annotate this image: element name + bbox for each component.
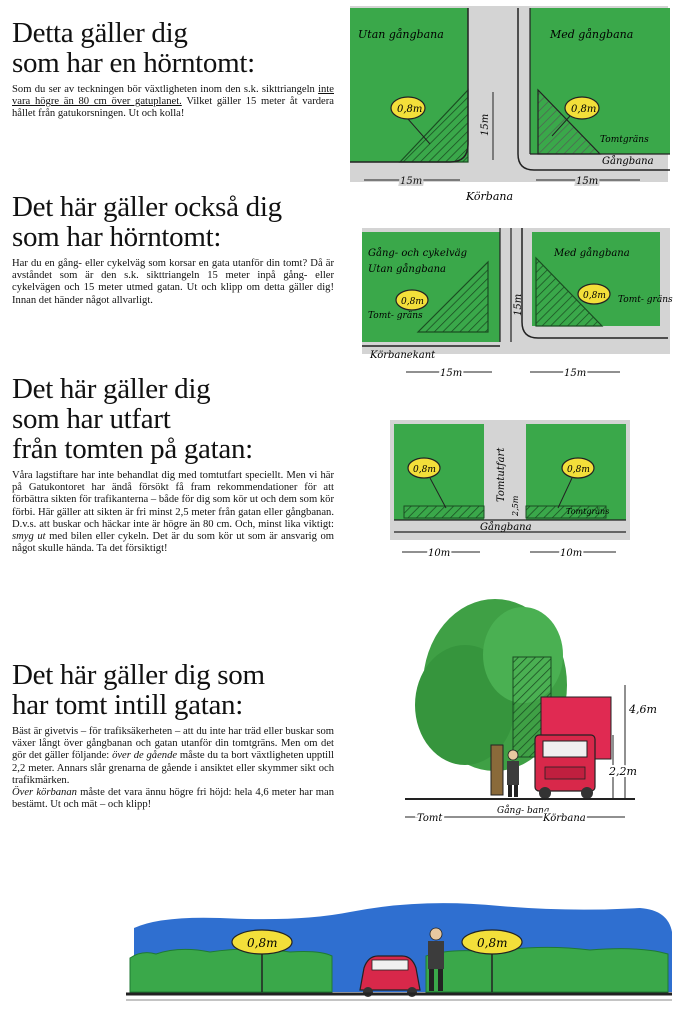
truck-grille <box>545 767 585 779</box>
path-crossing-diagram <box>340 222 680 382</box>
label-curb: Körbanekant <box>370 350 436 361</box>
pedestrian-leg <box>429 969 434 991</box>
height-sign-label: 0,8m <box>567 465 590 475</box>
dimension-label: 2,2m <box>609 765 637 778</box>
dimension-label: 15m <box>400 176 423 187</box>
dimension-label: 15m <box>480 113 491 136</box>
pedestrian-leg <box>514 785 518 797</box>
pedestrian-leg <box>508 785 512 797</box>
hedge-left <box>130 949 332 992</box>
label-path: Gång- och cykelväg <box>368 248 468 259</box>
dimension-label: 2,5m <box>511 495 520 516</box>
dimension-label: 10m <box>560 548 583 559</box>
truck-windshield <box>543 741 587 757</box>
label-plot: Tomt <box>417 813 443 824</box>
section-body: Har du en gång- eller cykelväg som korsar en gata utanför din tomt? Då är avståndet som är den s.k. sikttriangeln 15 meter inpå gång- eller cykelvägen och 15 meter utmed gatan. Ut och klipp om detta gäller dig! Innan det händer något allvarligt. <box>12 258 334 306</box>
section-body: Våra lagstiftare har inte behandlat dig med tomtutfart speciellt. Men vi här på Gatukontoret har ändå försökt få fram rekommendationer för att förbättra sikten för trafikanterna – både för dig som kör ut och dem som kör förbi. Här gäller att sikten är fri minst 2,5 meter från gatan eller gångbanan. D.v.s. att buskar och häckar inte är högre än 80 cm. Och, minst lika viktigt: smyg ut med bilen eller cykeln. Det är du som kör ut som är ansvarig om något skulle hända. Ta det försiktigt! <box>12 470 334 555</box>
section-corner-plot <box>12 18 334 121</box>
dimension-label: 15m <box>576 176 599 187</box>
sight-zone <box>404 506 484 518</box>
pedestrian-head <box>430 928 442 940</box>
height-sign-label: 0,8m <box>413 465 436 475</box>
label-boundary: Tomt- gräns <box>618 295 673 305</box>
tree-clearance-diagram <box>395 585 685 835</box>
label-walkway: Gångbana <box>480 522 532 533</box>
label-roadway: Körbana <box>543 813 586 824</box>
height-sign-label: 0,8m <box>397 104 423 115</box>
driveway-diagram <box>380 418 640 568</box>
section-heading: Detta gäller dig som har en hörntomt: <box>12 17 255 79</box>
section-heading: Det här gäller också dig som har hörntomt: <box>12 191 282 253</box>
height-sign-label: 0,8m <box>477 936 508 950</box>
section-plot-by-street <box>12 660 334 811</box>
label-walkway: Gångbana <box>602 156 654 167</box>
section-heading: Det här gäller dig som har tomt intill gatan: <box>12 659 265 721</box>
pedestrian-body <box>507 761 519 785</box>
section-driveway <box>12 374 334 555</box>
street-hedges-illustration <box>120 892 678 1010</box>
dimension-label: 10m <box>428 548 451 559</box>
corner-plot-diagram <box>340 4 680 204</box>
label-boundary: Tomtgräns <box>600 135 649 145</box>
hedge-right <box>426 947 668 992</box>
dimension-label: 15m <box>564 368 587 379</box>
dimension-label: 15m <box>513 293 524 316</box>
section-heading: Det här gäller dig som har utfart från tomten på gatan: <box>12 373 253 465</box>
pedestrian-body <box>428 941 444 969</box>
section-corner-plot-path <box>12 192 334 307</box>
label-boundary: Tomtgräns <box>566 507 610 516</box>
section-body: Bäst är givetvis – för trafiksäkerheten – att du inte har träd eller buskar som växer långt över gångbanan och gatan utanför din tomtgräns. Men om det gör det gäller följande: över de gående måste du ta bort växtligheten upptill 2,2 meter. Annars slår grenarna de gående i ansiktet eller skymmer sikt och trafikmärken. Över körbanan måste det vara ännu högre fri höjd: hela 4,6 meter har man bestämt. Ut och mät – och klipp! <box>12 726 335 811</box>
tree-trunk <box>491 745 503 795</box>
label-without-walkway: Utan gångbana <box>368 264 446 275</box>
pedestrian-head <box>508 750 518 760</box>
truck-wheel <box>539 787 551 799</box>
section-body: Som du ser av teckningen bör växtligheten inom den s.k. sikttriangeln inte vara högre än 80 cm över gatuplanet. Vilket gäller 15 meter åt vardera hållet från gatukorsningen. Ut och kolla! <box>12 84 334 120</box>
height-sign-label: 0,8m <box>571 104 597 115</box>
dimension-label: 15m <box>440 368 463 379</box>
label-without-walkway: Utan gångbana <box>358 28 444 41</box>
dimension-label: 4,6m <box>629 703 657 716</box>
height-sign-label: 0,8m <box>247 936 278 950</box>
truck-wheel <box>581 787 593 799</box>
label-driveway: Tomtutfart <box>496 447 507 502</box>
pedestrian-leg <box>438 969 443 991</box>
height-sign-label: 0,8m <box>583 291 606 301</box>
label-walkway: Gång- bana <box>497 806 550 816</box>
label-with-walkway: Med gångbana <box>550 28 634 41</box>
car-window <box>372 960 408 970</box>
label-roadway: Körbana <box>466 190 514 203</box>
label-boundary: Tomt- gräns <box>368 311 423 321</box>
label-with-walkway: Med gångbana <box>554 248 630 259</box>
height-sign-label: 0,8m <box>401 297 424 307</box>
